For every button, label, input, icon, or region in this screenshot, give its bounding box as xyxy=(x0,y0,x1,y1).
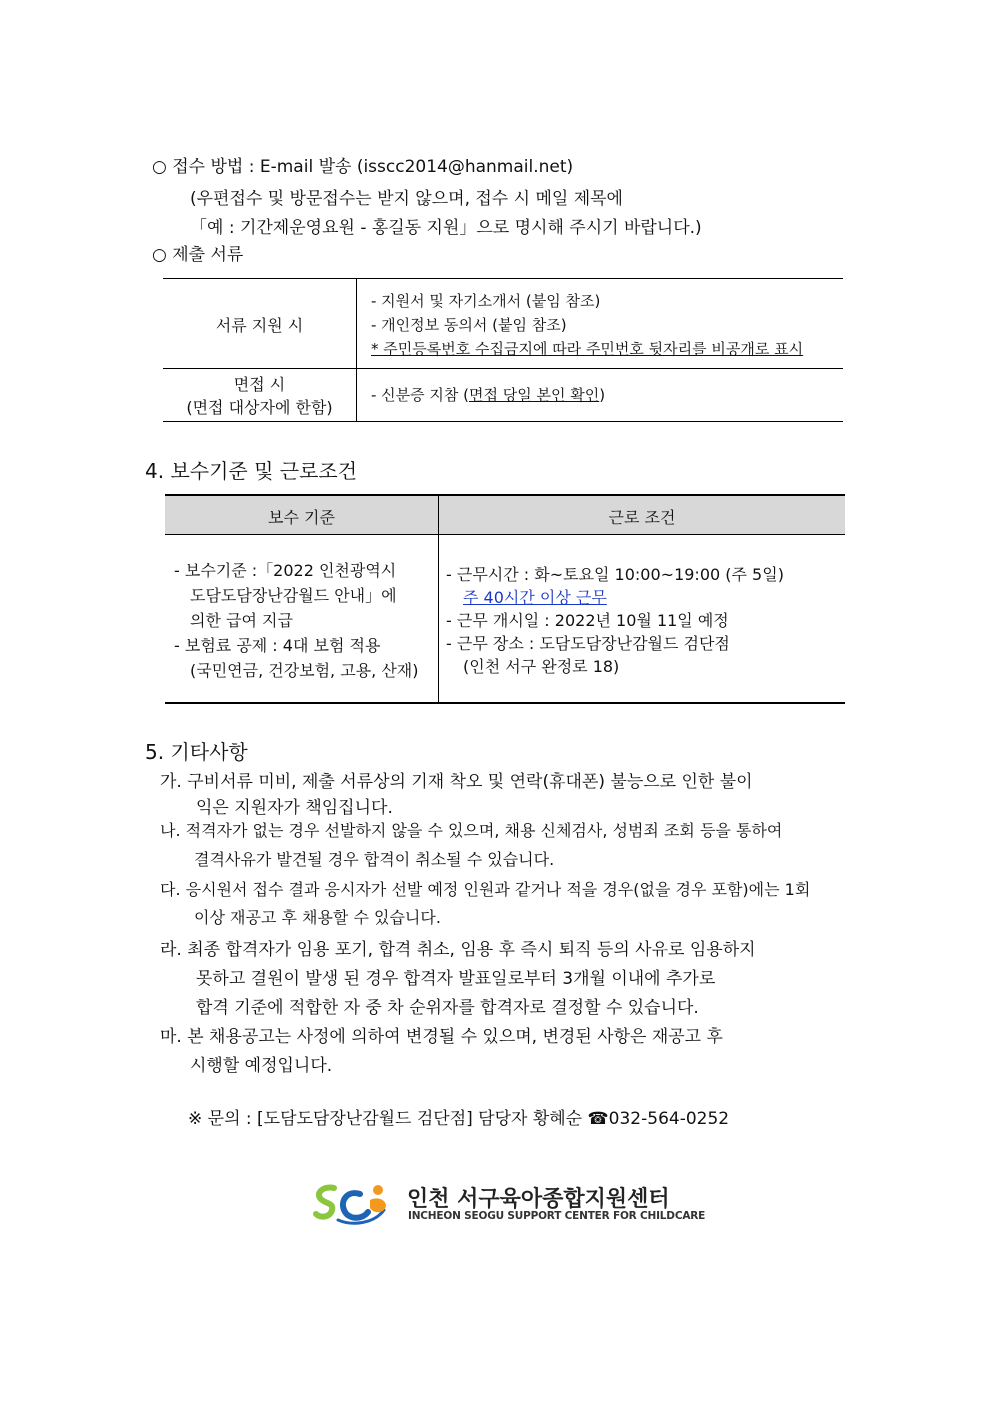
etc-line-9: 합격 기준에 적합한 자 중 차 순위자를 합격자로 결정할 수 있습니다. xyxy=(196,998,699,1018)
contact-line: ※ 문의 : [도담도담장난감월드 검단점] 담당자 황혜순 ☎032-564-0252 xyxy=(188,1109,730,1129)
center-logo xyxy=(312,1180,706,1226)
etc-line-7: 라. 최종 합격자가 임용 포기, 합격 취소, 임용 후 즉시 퇴직 등의 사유로 임용하지 xyxy=(160,940,756,960)
docs-heading: ○ 제출 서류 xyxy=(152,245,244,265)
conditions-line-3: - 근무 개시일 : 2022년 10월 11일 예정 xyxy=(446,611,729,630)
submission-note-2: 「예 : 기간제운영요원 - 홍길동 지원」으로 명시해 주시기 바랍니다.) xyxy=(190,218,702,238)
logo-name-en: INCHEON SEOGU SUPPORT CENTER FOR CHILDCARE xyxy=(408,1210,706,1222)
docs-row2-item-suffix: ) xyxy=(599,386,606,404)
docs-row1-label: 서류 지원 시 xyxy=(215,316,304,335)
docs-row2-item xyxy=(371,384,605,405)
docs-row2-item-prefix: - 신분증 지참 ( xyxy=(371,386,470,404)
conditions-line-5: (인천 서구 완정로 18) xyxy=(463,657,620,676)
docs-row1-item-2: - 개인정보 동의서 (붙임 참조) xyxy=(371,316,567,334)
center-emblem-icon xyxy=(312,1180,392,1226)
etc-line-1: 가. 구비서류 미비, 제출 서류상의 기재 착오 및 연락(휴대폰) 불능으로 인한 불이 xyxy=(160,772,753,792)
etc-line-5: 다. 응시원서 접수 결과 응시자가 선발 예정 인원과 같거나 적을 경우(없을 경우 포함)에는 1회 xyxy=(160,880,811,899)
etc-line-6: 이상 재공고 후 채용할 수 있습니다. xyxy=(194,908,441,927)
pay-line-4: - 보험료 공제 : 4대 보험 적용 xyxy=(174,636,381,655)
etc-line-4: 결격사유가 발견될 경우 합격이 취소될 수 있습니다. xyxy=(194,850,555,869)
documents-table xyxy=(163,278,843,422)
docs-row2-label-2: (면접 대상자에 한함) xyxy=(186,398,333,417)
conditions-line-4: - 근무 장소 : 도담도담장난감월드 검단점 xyxy=(446,634,730,653)
pay-header: 보수 기준 xyxy=(268,508,335,527)
etc-line-10: 마. 본 채용공고는 사정에 의하여 변경될 수 있으며, 변경된 사항은 재공고 후 xyxy=(160,1027,723,1047)
submission-method: ○ 접수 방법 : E-mail 발송 (isscc2014@hanmail.net) xyxy=(152,157,574,177)
conditions-header: 근로 조건 xyxy=(608,508,676,527)
conditions-line-2: 주 40시간 이상 근무 xyxy=(463,588,607,607)
pay-line-1: - 보수기준 :「2022 인천광역시 xyxy=(174,561,397,580)
etc-line-8: 못하고 결원이 발생 된 경우 합격자 발표일로부터 3개월 이내에 추가로 xyxy=(196,969,716,989)
pay-line-2: 도담도담장난감월드 안내」에 xyxy=(190,586,397,605)
section5-heading: 5. 기타사항 xyxy=(145,740,248,764)
pay-line-3: 의한 급여 지급 xyxy=(190,611,293,630)
docs-row1-note: * 주민등록번호 수집금지에 따라 주민번호 뒷자리를 비공개로 표시 xyxy=(371,340,804,358)
docs-row2-label-1: 면접 시 xyxy=(233,375,286,394)
etc-line-3: 나. 적격자가 없는 경우 선발하지 않을 수 있으며, 채용 신체검사, 성범죄 조회 등을 통하여 xyxy=(160,821,783,840)
docs-row2-item-underline: 면접 당일 본인 확인 xyxy=(469,386,600,404)
pay-line-5: (국민연금, 건강보험, 고용, 산재) xyxy=(190,661,419,680)
submission-note-1: (우편접수 및 방문접수는 받지 않으며, 접수 시 메일 제목에 xyxy=(190,189,623,209)
docs-row1-item-1: - 지원서 및 자기소개서 (붙임 참조) xyxy=(371,292,601,310)
etc-line-2: 익은 지원자가 책임집니다. xyxy=(196,798,393,818)
section4-heading: 4. 보수기준 및 근로조건 xyxy=(145,459,358,483)
logo-name-ko: 인천 서구육아종합지원센터 xyxy=(407,1187,670,1212)
etc-line-11: 시행할 예정입니다. xyxy=(190,1056,333,1076)
pay-conditions-table xyxy=(165,494,845,704)
conditions-line-1: - 근무시간 : 화~토요일 10:00~19:00 (주 5일) xyxy=(446,565,784,584)
